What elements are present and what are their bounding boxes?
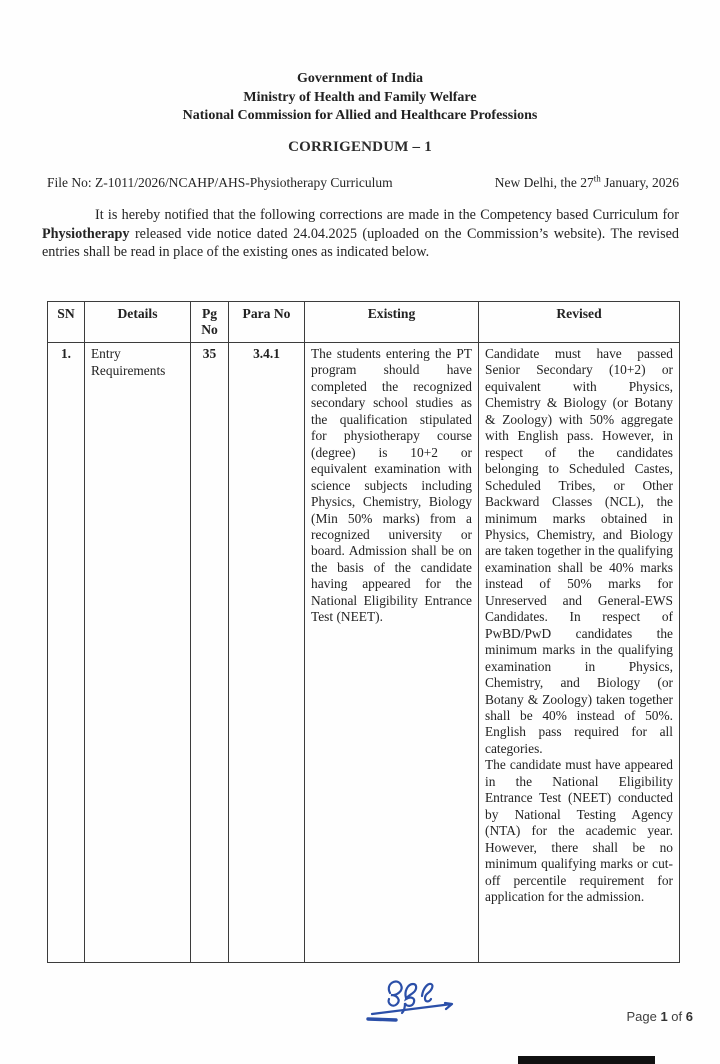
header-revised: Revised bbox=[479, 302, 680, 343]
page-total: 6 bbox=[685, 1009, 693, 1024]
intro-bold-word: Physiotherapy bbox=[42, 225, 130, 242]
table-row bbox=[48, 343, 680, 963]
header-sn: SN bbox=[48, 302, 85, 343]
file-number: File No: Z-1011/2026/NCAHP/AHS-Physiotherapy Curriculum bbox=[47, 175, 393, 190]
cell-details: Entry Requirements bbox=[85, 343, 191, 963]
signature-underline bbox=[368, 1019, 396, 1020]
corrigendum-title: CORRIGENDUM – 1 bbox=[288, 139, 432, 155]
cell-sn: 1. bbox=[48, 343, 85, 963]
header-line-ministry: Ministry of Health and Family Welfare bbox=[243, 89, 477, 105]
page-number-label bbox=[626, 1009, 693, 1024]
of-word: of bbox=[667, 1009, 686, 1024]
cell-revised bbox=[479, 343, 680, 963]
handwritten-signature bbox=[358, 972, 478, 1028]
signature-scribble bbox=[389, 981, 402, 1005]
header-line-commission: National Commission for Allied and Healthcare Professions bbox=[182, 108, 538, 123]
header-details: Details bbox=[85, 302, 191, 343]
intro-text-before: It is hereby notified that the following corrections are made in the Competency based Curriculum for bbox=[95, 207, 679, 223]
header-existing: Existing bbox=[305, 302, 479, 343]
government-header bbox=[0, 70, 720, 126]
header-pg-no: Pg No bbox=[191, 302, 229, 343]
revised-paragraph-2: The candidate must have appeared in the National Eligibility Entrance Test (NEET) conducted by National Testing Agency (NTA) for the academic year. However, there shall be no minimum qualifying marks or cut-off percentile requirement for application for the admission. bbox=[485, 757, 673, 904]
intro-paragraph bbox=[42, 206, 679, 262]
cell-pg-no: 35 bbox=[191, 343, 229, 963]
cell-para-no: 3.4.1 bbox=[229, 343, 305, 963]
page-word: Page bbox=[626, 1009, 661, 1024]
cell-existing: The students entering the PT program should have completed the recognized secondary school studies as the qualification stipulated for physiotherapy course (degree) is 10+2 or equivalent examination with science subjects including Physics, Chemistry, Biology (Min 50% marks) from a recognized university or board. Admission shall be on the basis of the candidate having appeared for the National Eligibility Entrance Test (NEET). bbox=[305, 343, 479, 963]
page-number: 1 bbox=[660, 1009, 668, 1024]
intro-text-after: released vide notice dated 24.04.2025 (uploaded on the Commission’s website). The revised entries shall be read in place of the existing ones as indicated below. bbox=[42, 225, 679, 260]
file-and-date-line bbox=[47, 175, 679, 191]
date-ordinal-superscript: th bbox=[593, 173, 601, 184]
table-header-row bbox=[48, 302, 680, 343]
place-and-date bbox=[495, 175, 679, 191]
date-prefix: New Delhi, the 27 bbox=[494, 175, 594, 190]
bottom-black-bar bbox=[518, 1056, 655, 1064]
date-suffix: January, 2026 bbox=[600, 175, 679, 190]
corrections-table bbox=[47, 301, 680, 963]
revised-paragraph-1: Candidate must have passed Senior Secondary (10+2) or equivalent with Physics, Chemistry & Biology (or Botany & Zoology) with 50% aggregate with English pass. However, in respect of the candidates belonging to Scheduled Castes, Scheduled Tribes, or Other Backward Classes (NCL), the minimum marks obtained in Physics, Chemistry, and Biology are taken together in the qualifying examination shall be 40% marks instead of 50% marks for Unreserved and General-EWS Candidates. In respect of PwBD/PwD candidates the minimum marks in the qualifying examination in Physics, Chemistry, and Biology (or Botany & Zoology) taken together shall be 40% instead of 50%. English pass required for all categories. bbox=[485, 346, 673, 756]
header-line-government: Government of India bbox=[297, 71, 423, 86]
header-para-no: Para No bbox=[229, 302, 305, 343]
